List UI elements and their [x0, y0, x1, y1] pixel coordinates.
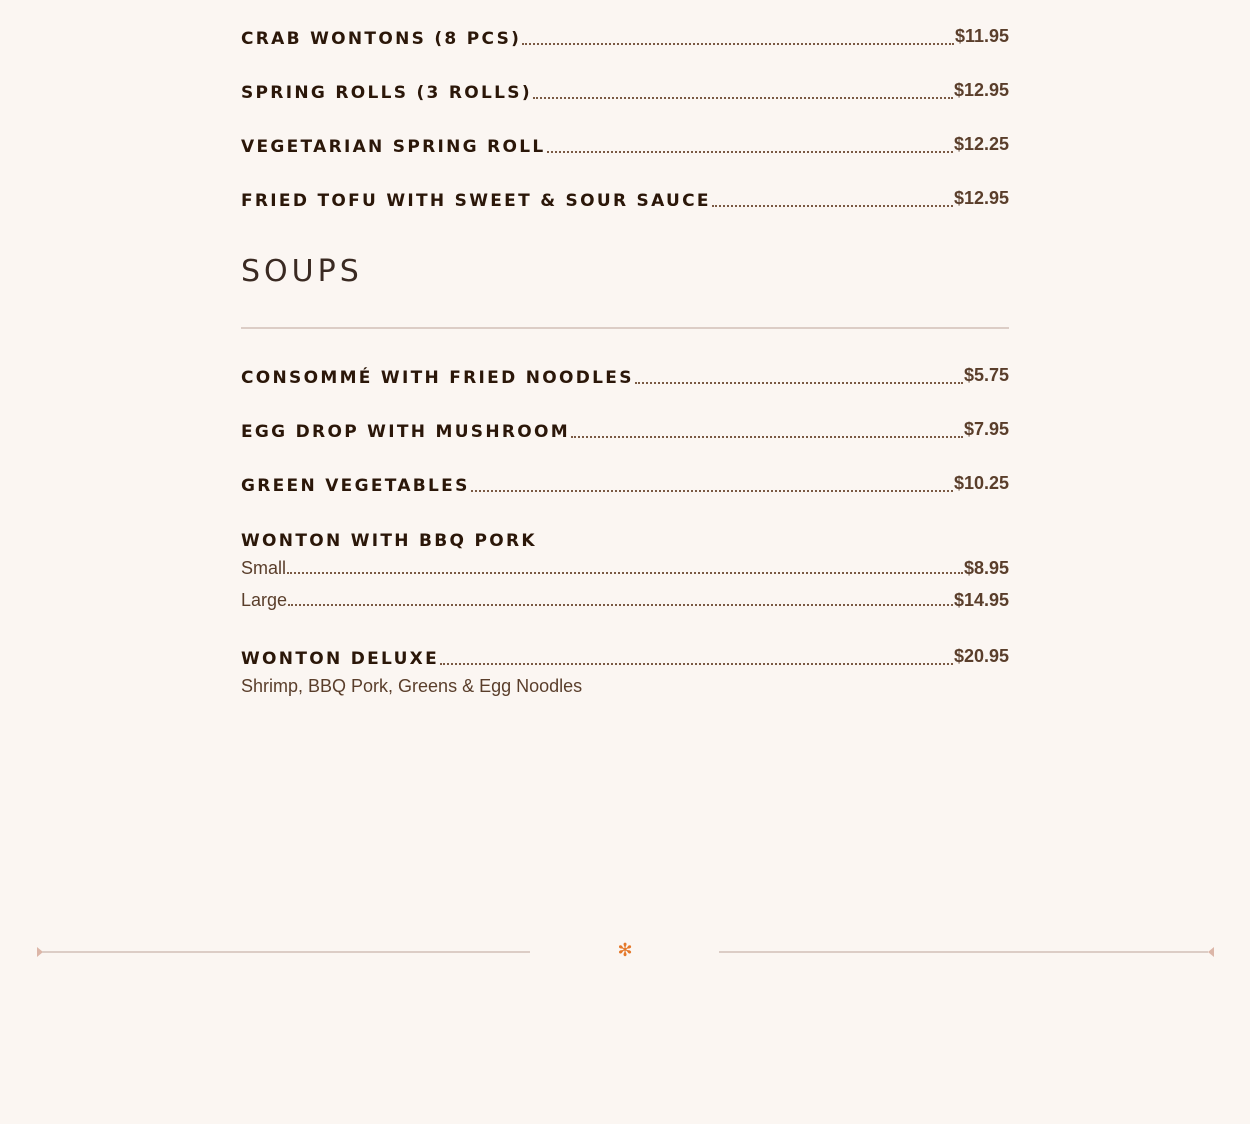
- divider-right-arrow-icon: [1208, 947, 1214, 957]
- menu-item-green-vegetables: [241, 475, 1009, 501]
- menu-item-size-small: [241, 557, 1009, 583]
- asterisk-ornament-icon: ✻: [617, 940, 633, 961]
- menu-item-wonton-bbq-pork: [241, 530, 1009, 556]
- dot-leader: [522, 43, 954, 45]
- divider-line-right: [719, 951, 1208, 953]
- menu-item-spring-rolls: [241, 82, 1009, 108]
- dot-leader: [440, 663, 953, 665]
- menu-item-name: WONTON DELUXE: [241, 649, 439, 669]
- menu-item-price: $20.95: [953, 646, 1009, 666]
- menu-item-name: CONSOMMÉ WITH FRIED NOODLES: [241, 368, 634, 388]
- menu-item-size-large: [241, 589, 1009, 615]
- section-divider: [241, 327, 1009, 329]
- menu-item-wonton-deluxe: [241, 648, 1009, 674]
- menu-item-row: [241, 28, 1009, 50]
- menu-item-description: Shrimp, BBQ Pork, Greens & Egg Noodles: [241, 676, 583, 696]
- menu-item-price: $11.95: [954, 26, 1009, 46]
- menu-item-price: $7.95: [963, 419, 1009, 439]
- menu-item-egg-drop: [241, 421, 1009, 447]
- menu-item-row: [241, 136, 1009, 158]
- menu-item-price: $14.95: [953, 590, 1009, 610]
- dot-leader: [288, 604, 953, 606]
- menu-item-name: GREEN VEGETABLES: [241, 476, 470, 496]
- menu-item-name: FRIED TOFU WITH SWEET & SOUR SAUCE: [241, 191, 711, 211]
- menu-item-price: $12.25: [953, 134, 1009, 154]
- dot-leader: [533, 97, 953, 99]
- menu-item-vegetarian-spring-roll: [241, 136, 1009, 162]
- menu-item-row: [241, 557, 1009, 579]
- menu-item-row: [241, 367, 1009, 389]
- menu-item-crab-wontons: [241, 28, 1009, 54]
- dot-leader: [635, 382, 963, 384]
- menu-item-consomme: [241, 367, 1009, 393]
- menu-item-name: WONTON WITH BBQ PORK: [241, 531, 537, 551]
- menu-item-name: SPRING ROLLS (3 ROLLS): [241, 83, 532, 103]
- menu-item-price: $12.95: [953, 80, 1009, 100]
- menu-item-price: $5.75: [963, 365, 1009, 385]
- menu-item-row: [241, 82, 1009, 104]
- menu-item-name: EGG DROP WITH MUSHROOM: [241, 422, 570, 442]
- dot-leader: [571, 436, 963, 438]
- dot-leader: [547, 151, 953, 153]
- menu-item-row: [241, 421, 1009, 443]
- menu-item-name: CRAB WONTONS (8 PCS): [241, 29, 522, 49]
- menu-item-price: $8.95: [963, 558, 1009, 578]
- dot-leader: [287, 572, 963, 574]
- menu-item-row: [241, 530, 1009, 552]
- dot-leader: [712, 205, 953, 207]
- menu-item-fried-tofu: [241, 190, 1009, 216]
- divider-line-left: [42, 951, 530, 953]
- dot-leader: [471, 490, 953, 492]
- section-title-soups: SOUPS: [241, 254, 363, 289]
- menu-item-row: [241, 190, 1009, 212]
- menu-item-price: $10.25: [953, 473, 1009, 493]
- size-label: Small: [241, 558, 287, 578]
- menu-item-price: $12.95: [953, 188, 1009, 208]
- menu-item-row: [241, 648, 1009, 670]
- menu-item-row: [241, 589, 1009, 611]
- menu-item-row: [241, 475, 1009, 497]
- size-label: Large: [241, 590, 288, 610]
- menu-item-name: VEGETARIAN SPRING ROLL: [241, 137, 546, 157]
